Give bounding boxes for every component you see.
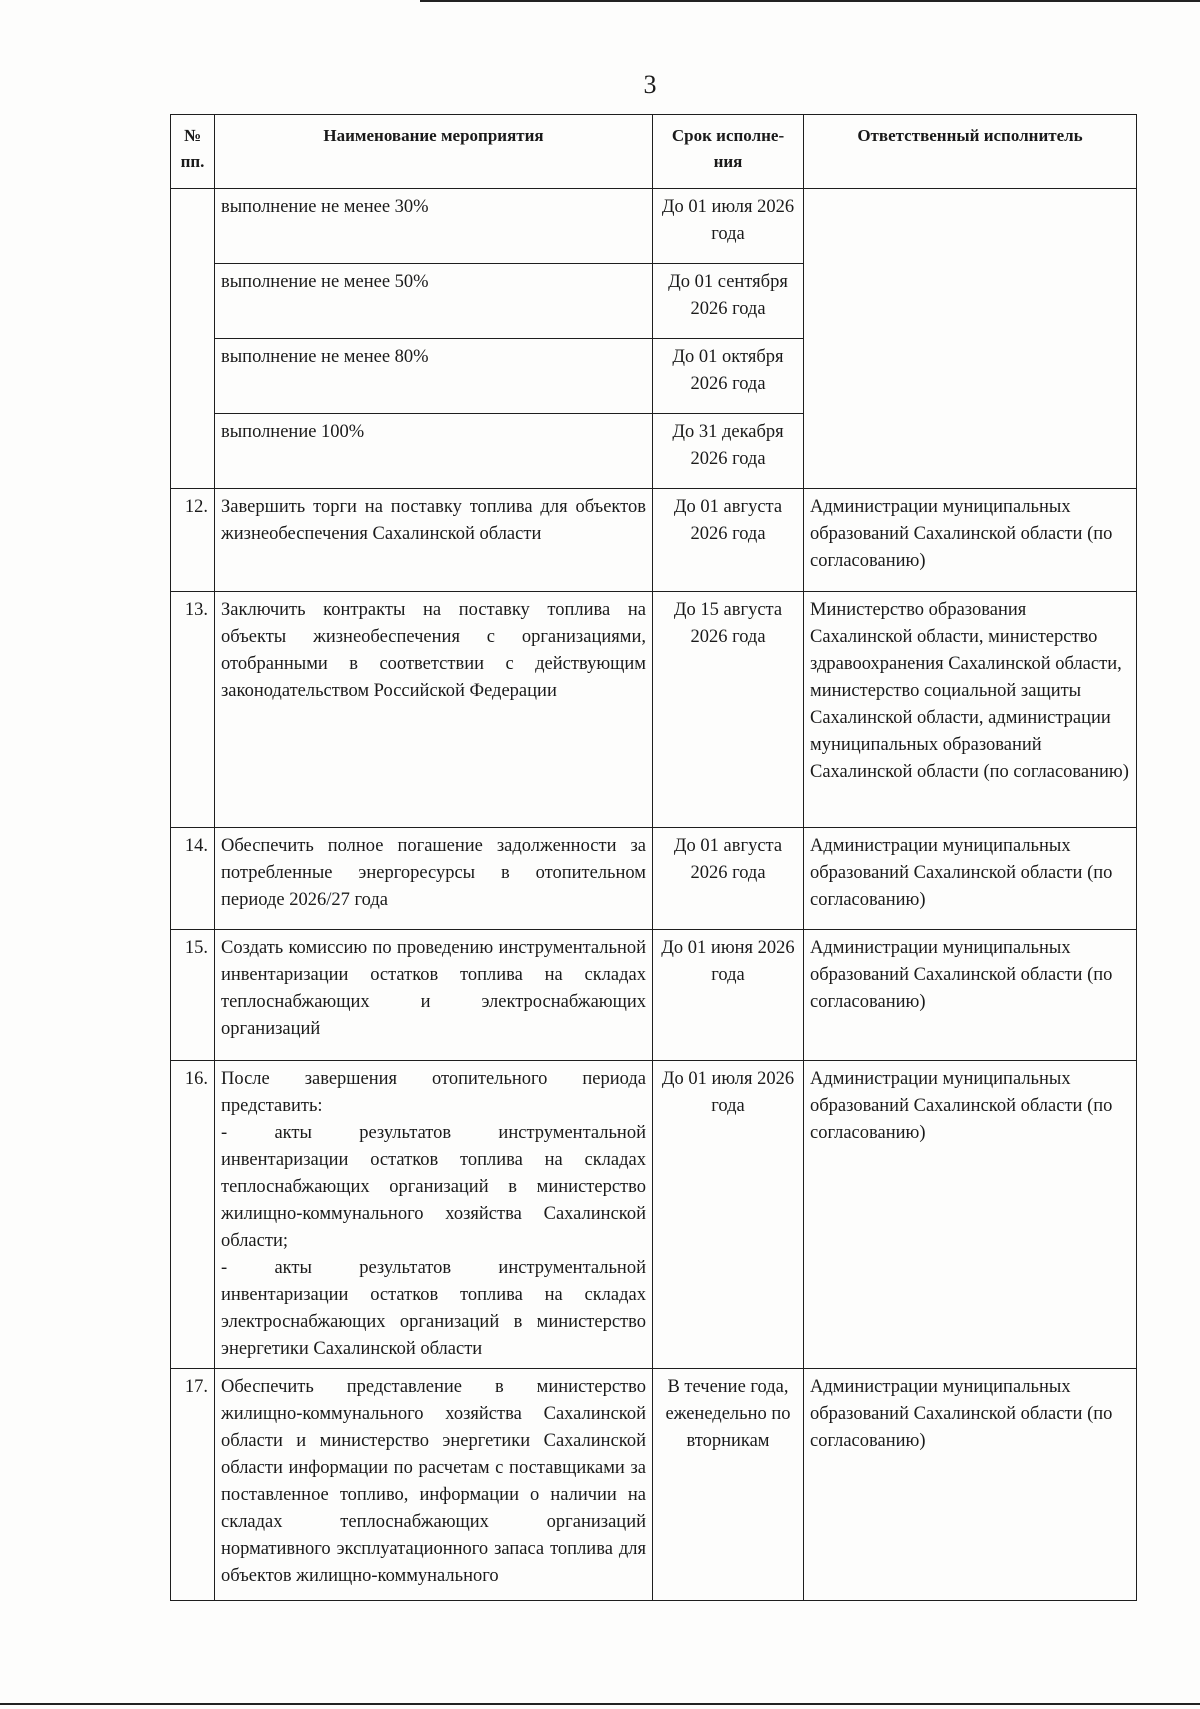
header-responsible: Ответственный исполнитель: [804, 115, 1137, 189]
table-row: [171, 1369, 1137, 1601]
row-term: В течение года, еженедельно по вторникам: [653, 1369, 804, 1601]
row-name: выполнение 100%: [215, 414, 653, 489]
row-name: Создать комиссию по проведению инструментальной инвентаризации остатков топлива на складах теплоснабжающих и электроснабжающих организаций: [215, 930, 653, 1061]
row-name: выполнение не менее 80%: [215, 339, 653, 414]
row-responsible: Администрации муниципальных образований Сахалинской области (по согласованию): [804, 1061, 1137, 1369]
row-name: Заключить контракты на поставку топлива на объекты жизнеобеспечения с организациями, отобранными в соответствии с действующим законодательством Российской Федерации: [215, 592, 653, 828]
scan-edge-top: [420, 0, 1200, 2]
row-term: До 01 июля 2026 года: [653, 189, 804, 264]
header-term: Срок исполне-ния: [653, 115, 804, 189]
continuation-num-cell: [171, 189, 215, 489]
row-number: 17.: [171, 1369, 215, 1601]
row-name: [215, 1061, 653, 1369]
row-number: 12.: [171, 489, 215, 592]
row-responsible: Администрации муниципальных образований Сахалинской области (по согласованию): [804, 1369, 1137, 1601]
header-name: Наименование мероприятия: [215, 115, 653, 189]
row-term: До 01 июня 2026 года: [653, 930, 804, 1061]
row-term: До 15 августа 2026 года: [653, 592, 804, 828]
row-term: До 31 декабря 2026 года: [653, 414, 804, 489]
row-number: 13.: [171, 592, 215, 828]
name-line: После завершения отопительного периода представить:: [221, 1069, 646, 1116]
row-number: 16.: [171, 1061, 215, 1369]
row-responsible: Администрации муниципальных образований Сахалинской области (по согласованию): [804, 828, 1137, 930]
row-term: До 01 августа 2026 года: [653, 489, 804, 592]
name-line: - акты результатов инструментальной инвентаризации остатков топлива на складах электроснабжающих организаций в министерство энергетики Сахалинской области: [221, 1258, 646, 1359]
table-row: [171, 489, 1137, 592]
table-row: [171, 1061, 1137, 1369]
row-term: До 01 сентября 2026 года: [653, 264, 804, 339]
row-term: До 01 июля 2026 года: [653, 1061, 804, 1369]
table-row: [171, 592, 1137, 828]
row-number: 14.: [171, 828, 215, 930]
row-responsible: Администрации муниципальных образований Сахалинской области (по согласованию): [804, 489, 1137, 592]
row-number: 15.: [171, 930, 215, 1061]
row-term: До 01 августа 2026 года: [653, 828, 804, 930]
table-row: [171, 828, 1137, 930]
table-row: [171, 189, 1137, 264]
table-row: [171, 930, 1137, 1061]
name-line: - акты результатов инструментальной инвентаризации остатков топлива на складах теплоснабжающих организаций в министерство жилищно-коммунального хозяйства Сахалинской области;: [221, 1123, 646, 1251]
row-name: Обеспечить представление в министерство жилищно-коммунального хозяйства Сахалинской области и министерство энергетики Сахалинской области информации по расчетам с поставщиками за поставленное топливо, информации о наличии на складах теплоснабжающих организаций нормативного эксплуатационного запаса топлива для объектов жилищно-коммунального: [215, 1369, 653, 1601]
scan-edge-bottom: [0, 1703, 1200, 1705]
row-term: До 01 октября 2026 года: [653, 339, 804, 414]
page-number: 3: [643, 70, 657, 99]
row-name: Обеспечить полное погашение задолженности за потребленные энергоресурсы в отопительном периоде 2026/27 года: [215, 828, 653, 930]
row-name: выполнение не менее 50%: [215, 264, 653, 339]
table-header-row: [171, 115, 1137, 189]
row-name: Завершить торги на поставку топлива для объектов жизнеобеспечения Сахалинской области: [215, 489, 653, 592]
measures-table: [170, 114, 1137, 1601]
row-name: выполнение не менее 30%: [215, 189, 653, 264]
header-num: № пп.: [171, 115, 215, 189]
row-responsible: Министерство образования Сахалинской области, министерство здравоохранения Сахалинской области, министерство социальной защиты Сахалинской области, администрации муниципальных образований Сахалинской области (по согласованию): [804, 592, 1137, 828]
continuation-responsible-cell: [804, 189, 1137, 489]
row-responsible: Администрации муниципальных образований Сахалинской области (по согласованию): [804, 930, 1137, 1061]
